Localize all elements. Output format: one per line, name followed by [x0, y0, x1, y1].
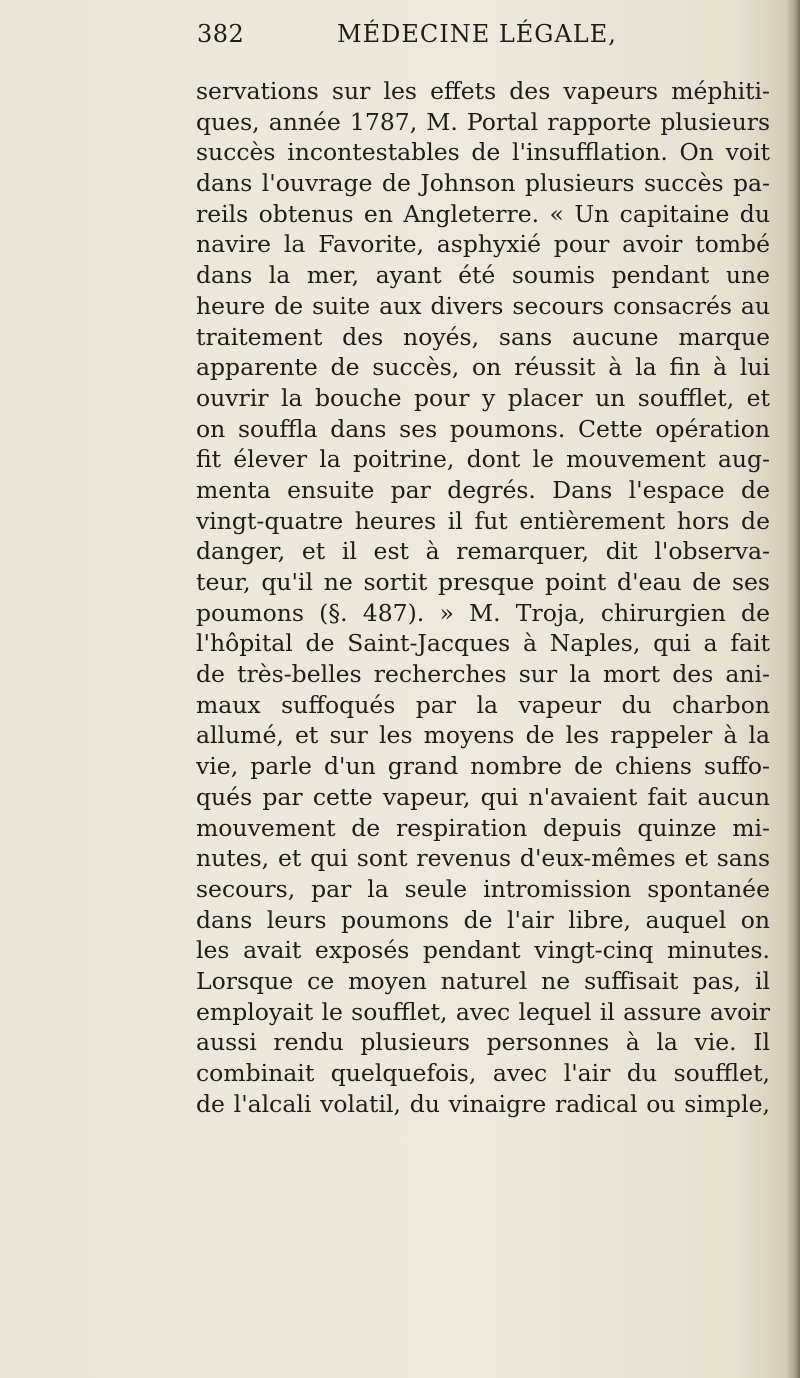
body-text [196, 76, 770, 1119]
text-line: dans l'ouvrage de Johnson plusieurs succès pa- [196, 169, 770, 198]
text-line: vie, parle d'un grand nombre de chiens suffo- [196, 752, 770, 781]
text-line: reils obtenus en Angleterre. « Un capitaine du [196, 199, 770, 228]
text-line: aussi rendu plusieurs personnes à la vie. Il [196, 1028, 770, 1057]
text-line: secours, par la seule intromission spontanée [196, 874, 770, 903]
text-line: les avait exposés pendant vingt-cinq minutes. [196, 936, 770, 965]
text-line: traitement des noyés, sans aucune marque [196, 322, 770, 351]
running-title: MÉDECINE LÉGALE, [337, 20, 617, 48]
text-line: poumons (§. 487). » M. Troja, chirurgien de [196, 598, 770, 627]
text-line: menta ensuite par degrés. Dans l'espace de [196, 475, 770, 504]
text-line: maux suffoqués par la vapeur du charbon [196, 690, 770, 719]
text-line: employait le soufflet, avec lequel il assure avoir [196, 997, 770, 1026]
text-line: de l'alcali volatil, du vinaigre radical ou simple, [196, 1089, 770, 1118]
text-line: de très-belles recherches sur la mort des ani- [196, 660, 770, 689]
text-line: nutes, et qui sont revenus d'eux-mêmes et sans [196, 844, 770, 873]
page-header [197, 20, 767, 64]
text-line: dans la mer, ayant été soumis pendant une [196, 261, 770, 290]
text-line: on souffla dans ses poumons. Cette opération [196, 414, 770, 443]
text-line: vingt-quatre heures il fut entièrement hors de [196, 506, 770, 535]
text-line: qués par cette vapeur, qui n'avaient fait aucun [196, 782, 770, 811]
text-line: heure de suite aux divers secours consacrés au [196, 291, 770, 320]
text-line: allumé, et sur les moyens de les rappeler à la [196, 721, 770, 750]
text-line: servations sur les effets des vapeurs méphiti- [196, 77, 770, 105]
text-line: ques, année 1787, M. Portal rapporte plusieurs [196, 107, 770, 136]
page-binding-edge [786, 0, 800, 1378]
text-line: mouvement de respiration depuis quinze mi- [196, 813, 770, 842]
text-line: Lorsque ce moyen naturel ne suffisait pas, il [196, 966, 770, 995]
text-line: combinait quelquefois, avec l'air du soufflet, [196, 1059, 770, 1087]
text-line: ouvrir la bouche pour y placer un soufflet, et [196, 383, 770, 412]
text-line: dans leurs poumons de l'air libre, auquel on [196, 905, 770, 934]
text-line: apparente de succès, on réussit à la fin à lui [196, 353, 770, 382]
text-line: succès incontestables de l'insufflation. On voit [196, 138, 770, 167]
page-number: 382 [197, 20, 245, 48]
text-line: navire la Favorite, asphyxié pour avoir tombé [196, 230, 770, 259]
text-line: l'hôpital de Saint-Jacques à Naples, qui a fait [196, 629, 770, 658]
text-line: danger, et il est à remarquer, dit l'observa- [196, 537, 770, 566]
text-line: fit élever la poitrine, dont le mouvement aug- [196, 445, 770, 474]
text-line: teur, qu'il ne sortit presque point d'eau de ses [196, 568, 770, 596]
